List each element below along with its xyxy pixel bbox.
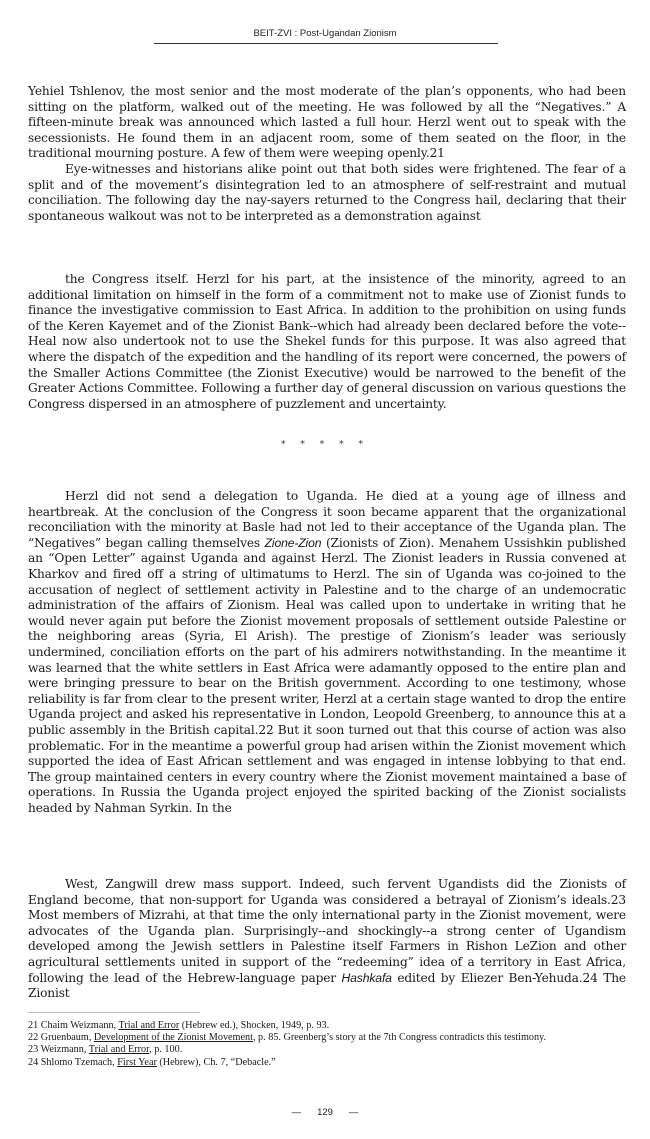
header-rule (154, 43, 498, 44)
text-run: edited by Eliezer Ben-Yehuda.24 The Zionist (28, 970, 626, 1001)
page-number: 129 (317, 1107, 333, 1118)
running-header: BEIT-ZVI : Post-Ugandan Zionism (253, 28, 397, 39)
footnote-number: 22 (28, 1032, 39, 1044)
section-separator: * * * * * (281, 440, 369, 450)
paragraph-eye-witnesses: Eye-witnesses and historians alike point out that both sides were frightened. The fear of a split and of the movement’s disintegration led to an atmosphere of self-restraint and mutual conciliation. The following day the nay-sayers returned to the Congress hail, declaring that their spontaneous walkout was not to be interpreted as a demonstration against (28, 161, 626, 223)
footnote-number: 24 (28, 1056, 39, 1068)
footnote-21 (28, 1020, 628, 1032)
footnotes (28, 1020, 628, 1069)
footnote-title: First Year (117, 1056, 157, 1068)
dash-left: — (291, 1107, 302, 1118)
footnote-text: , p. 85. Greenberg’s story at the 7th Congress contradicts this testimony. (252, 1032, 547, 1044)
text-block-3 (28, 489, 626, 816)
text-block-4 (28, 877, 626, 1002)
footnote-number: 23 (28, 1044, 39, 1056)
paragraph-congress-itself: the Congress itself. Herzl for his part, at the insistence of the minority, agreed to an additional limitation on himself in the form of a commitment not to make use of Zionist funds to finance the investigative commission to East Africa. In addition to the prohibition on using funds of the Keren Kayemet and of the Zionist Bank--which had already been declared before the vote--Heal now also undertook not to use the Shekel funds for this purpose. It was also agreed that where the dispatch of the expedition and the handling of its report were concerned, the powers of the Smaller Actions Committee (the Zionist Executive) would be narrowed to the benefit of the Greater Actions Committee. Following a further day of general discussion on various questions the Congress dispersed in an atmosphere of puzzlement and uncertainty. (28, 272, 626, 411)
footnote-title: Trial and Error (118, 1020, 180, 1031)
dash-right: — (348, 1107, 359, 1118)
text-run: West, Zangwill drew mass support. Indeed, such fervent Ugandists did the Zionists of England become, that non-support for Uganda was considered a betrayal of Zionism’s ideals.23 Most members of Mizrahi, at that time the only international party in the Zionist movement, were advocates of the Uganda plan. Surprisingly--and shockingly--a strong center of Ugandism developed among the Jewish settlers in Palestine itself Farmers in Rishon LeZion and other agricultural settlements united in support of the “redeeming” idea of a territory in East Africa, following the lead of the Hebrew-language paper (28, 877, 626, 985)
footnote-rule (28, 1012, 200, 1013)
footnote-text: Gruenbaum, (40, 1032, 94, 1044)
paragraph-herzl-delegation (28, 489, 626, 816)
italic-term-hashkafa: Hashkafa (341, 970, 392, 985)
paragraph-zangwill-west (28, 877, 626, 1002)
footnote-text: (Hebrew ed.), Shocken, 1949, p. 93. (179, 1020, 330, 1031)
footnote-24 (28, 1057, 628, 1069)
footnote-text: Weizmann, (40, 1044, 89, 1056)
footnote-title: Trial and Error (88, 1044, 150, 1056)
text-block-1 (28, 84, 626, 224)
footnote-text: Shlomo Tzemach, (40, 1056, 118, 1068)
page-footer (0, 1107, 650, 1118)
footnote-text: Chaim Weizmann, (40, 1020, 119, 1031)
italic-term-zione-zion: Zione-Zion (264, 535, 322, 550)
footnote-22 (28, 1032, 628, 1044)
footnote-text: , p. 100. (149, 1044, 183, 1056)
paragraph-tshlenov-walkout: Yehiel Tshlenov, the most senior and the most moderate of the plan’s opponents, who had been sitting on the platform, walked out of the meeting. He was followed by all the “Negatives.” A fifteen-minute break was announced which lasted a full hour. Herzl went out to speak with the secessionists. He found them in an adjacent room, some of them seated on the floor, in the traditional mourning posture. A few of them were weeping openly.21 (28, 84, 626, 161)
text-run: Herzl did not send a delegation to Uganda. He died at a young age of illness and heartbreak. At the conclusion of the Congress it soon became apparent that the organizational reconciliation with the minority at Basle had not led to their acceptance of the Uganda plan. The “Negatives” began calling themselves (28, 489, 626, 550)
footnote-title: Development of the Zionist Movement (93, 1032, 253, 1044)
text-run: (Zionists of Zion). Menahem Ussishkin published an “Open Letter” against Uganda and against Herzl. The Zionist leaders in Russia convened at Kharkov and fired off a string of ultimatums to Herzl. The sin of Uganda was co-joined to the accusation of neglect of settlement activity in Palestine and to the charge of an undemocratic administration of the affairs of Zionism. Heal was called upon to undertake in writing that he would never again put before the Zionist movement proposals of settlement outside Palestine or the neighboring areas (Syria, El Arish). The prestige of Zionism’s leader was seriously undermined, conciliation efforts on the part of his admirers notwithstanding. In the meantime it was learned that the white settlers in East Africa were adamantly opposed to the entire plan and were bringing pressure to bear on the British government. According to one testimony, whose reliability is far from clear to the present writer, Herzl at a certain stage wanted to drop the entire Uganda project and asked his representative in London, Leopold Greenberg, to announce this at a public assembly in the British capital.22 But it soon turned out that this course of action was also problematic. For in the meantime a powerful group had arisen within the Zionist movement which supported the idea of East African settlement and was engaged in intense lobbying to that end. The group maintained centers in every country where the Zionist movement maintained a base of operations. In Russia the Uganda project enjoyed the spirited backing of the Zionist socialists headed by Nahman Syrkin. In the (28, 535, 626, 815)
text-block-2 (28, 272, 626, 412)
footnote-23 (28, 1044, 628, 1056)
footnote-text: (Hebrew), Ch. 7, “Debacle.” (156, 1056, 276, 1068)
footnote-number: 21 (28, 1020, 39, 1031)
